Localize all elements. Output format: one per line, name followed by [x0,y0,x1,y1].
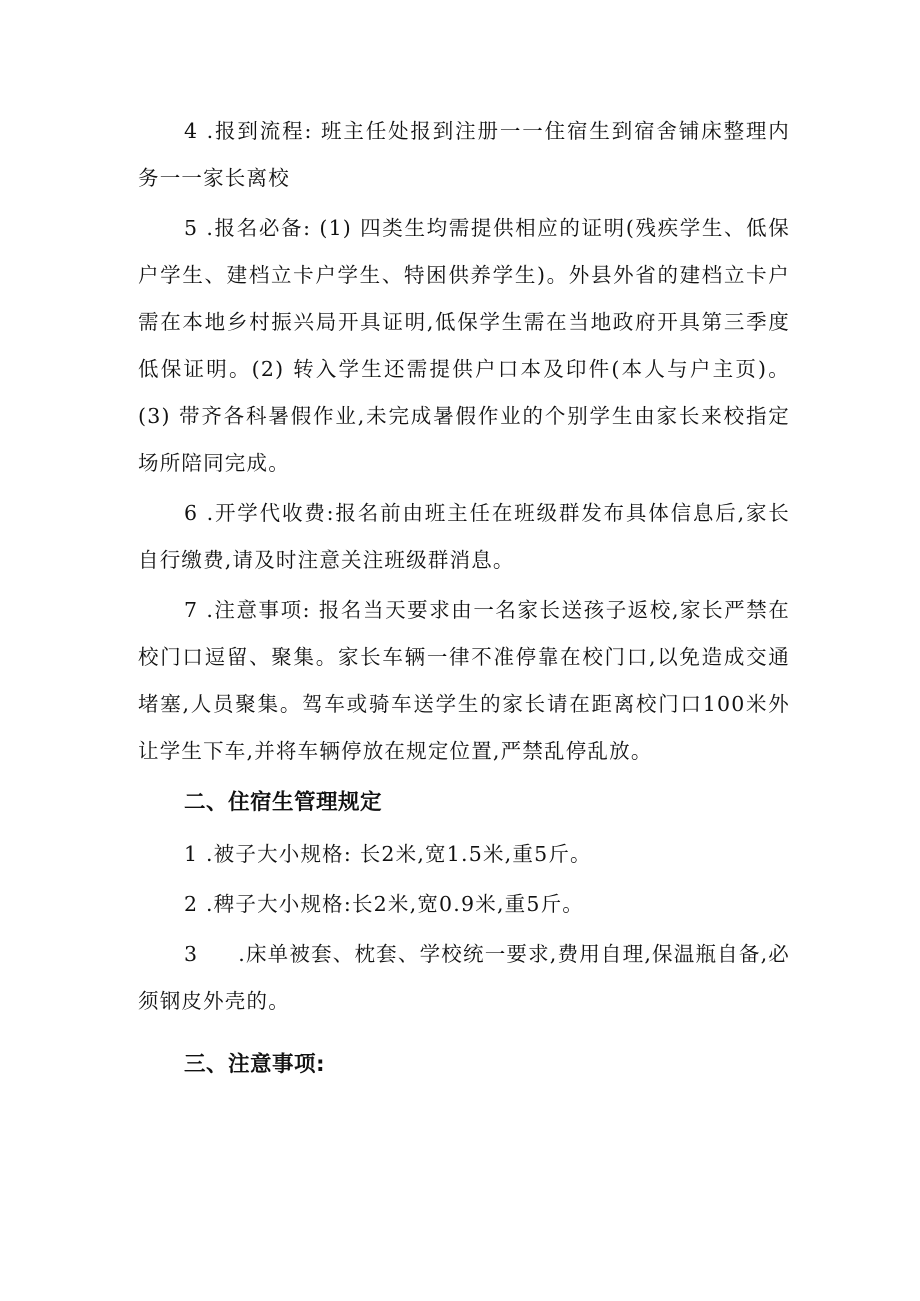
paragraph-required-documents: 5 .报名必备: (1) 四类生均需提供相应的证明(残疾学生、低保户学生、建档立卡户学生、特困供养学生)。外县外省的建档立卡户需在本地乡村振兴局开具证明,低保学生需在当地政府开具第三季度低保证明。(2) 转入学生还需提供户口本及印件(本人与户主页)。(3) 带齐各科暑假作业,未完成暑假作业的个别学生由家长来校指定场所陪同完成。 [138,216,790,475]
dorm-rule-bedding-number: 3 [184,942,199,966]
dorm-rule-bedding-text: .床单被套、枕套、学校统一要求,费用自理,保温瓶自备,必须钢皮外壳的。 [138,942,790,1013]
dorm-rule-mattress-size: 2 .稗子大小规格:长2米,宽0.9米,重5斤。 [184,892,585,916]
section-heading-dormitory-rules: 二、住宿生管理规定 [184,790,383,815]
paragraph-registration-process: 4 .报到流程: 班主任处报到注册一一住宿生到宿舍铺床整理内务一一家长离校 [138,119,790,190]
dorm-rule-bedding [138,931,790,1025]
paragraph-fee-collection: 6 .开学代收费:报名前由班主任在班级群发布具体信息后,家长自行缴费,请及时注意关注班级群消息。 [138,501,790,572]
paragraph-precautions: 7 .注意事项: 报名当天要求由一名家长送孩子返校,家长严禁在校门口逗留、聚集。家长车辆一律不准停靠在校门口,以免造成交通堵塞,人员聚集。驾车或骑车送学生的家长请在距离校门口100米外让学生下车,并将车辆停放在规定位置,严禁乱停乱放。 [138,598,790,763]
section-heading-notes: 三、注意事项: [184,1052,326,1077]
document-body [138,108,790,1093]
dorm-rule-quilt-size: 1 .被子大小规格: 长2米,宽1.5米,重5斤。 [184,842,592,866]
